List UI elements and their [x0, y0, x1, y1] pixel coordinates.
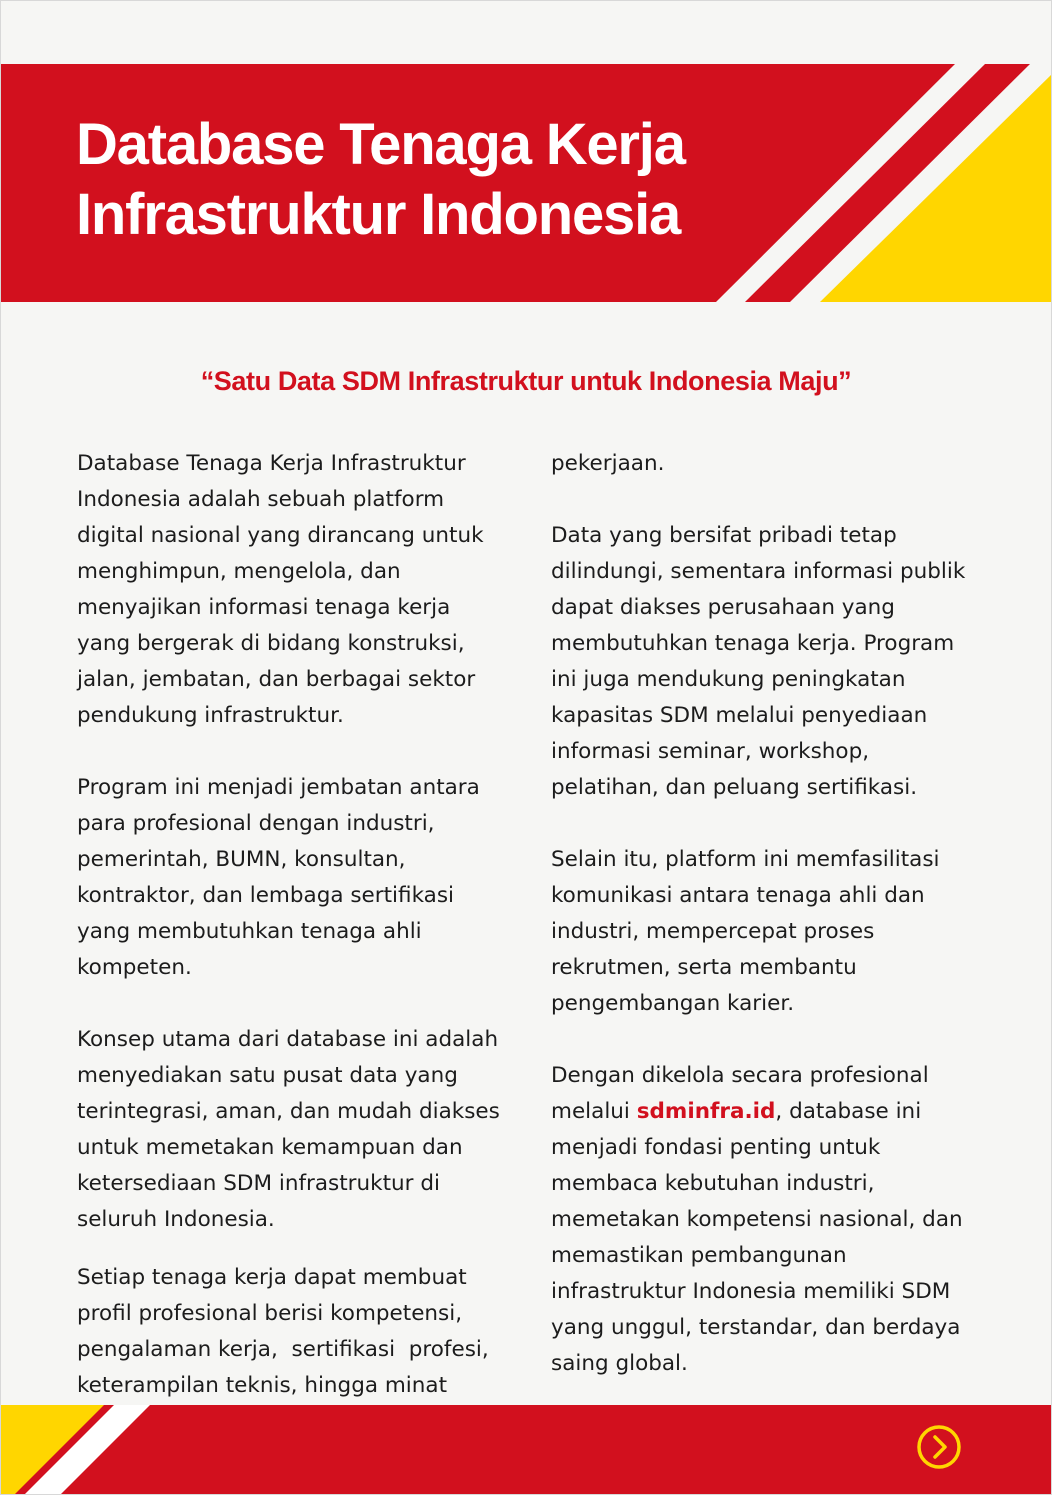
- page-title: [76, 110, 685, 250]
- text-line: dilindungi, sementara informasi publik: [551, 559, 966, 584]
- text-line: Dengan dikelola secara profesional: [551, 1063, 929, 1088]
- text-line: menyajikan informasi tenaga kerja: [77, 595, 451, 620]
- text-line: infrastruktur Indonesia memiliki SDM: [551, 1279, 951, 1304]
- paragraph-intro: [77, 446, 517, 734]
- text-line: pengembangan karier.: [551, 991, 795, 1016]
- footer-banner: [0, 1405, 1052, 1495]
- text-line: menghimpun, mengelola, dan: [77, 559, 401, 584]
- text-line: Setiap tenaga kerja dapat membuat: [77, 1265, 467, 1290]
- text-line: Selain itu, platform ini memfasilitasi: [551, 847, 940, 872]
- paragraph-profile: [77, 1260, 517, 1404]
- text-line: Database Tenaga Kerja Infrastruktur: [77, 451, 466, 476]
- right-column: [551, 446, 991, 1382]
- text-line: membaca kebutuhan industri,: [551, 1171, 875, 1196]
- text-line: menjadi fondasi penting untuk: [551, 1135, 881, 1160]
- chevron-right-circle-icon[interactable]: [916, 1424, 962, 1470]
- tagline: “Satu Data SDM Infrastruktur untuk Indonesia Maju”: [200, 366, 852, 396]
- footer-red-band: [0, 1405, 1052, 1495]
- text-line: para profesional dengan industri,: [77, 811, 435, 836]
- text-line: yang unggul, terstandar, dan berdaya: [551, 1315, 961, 1340]
- paragraph-concept: [77, 1022, 517, 1238]
- text-line: memetakan kompetensi nasional, dan: [551, 1207, 963, 1232]
- text-line: untuk memetakan kemampuan dan: [77, 1135, 463, 1160]
- text-line: pekerjaan.: [551, 451, 665, 476]
- title-line-2: Infrastruktur Indonesia: [76, 182, 681, 247]
- paragraph-profile-continued: [551, 446, 991, 482]
- text-line: komunikasi antara tenaga ahli dan: [551, 883, 925, 908]
- text-line: rekrutmen, serta membantu: [551, 955, 857, 980]
- paragraph-bridge: [77, 770, 517, 986]
- text-line: ketersediaan SDM infrastruktur di: [77, 1171, 440, 1196]
- paragraph-communication: [551, 842, 991, 1022]
- text-line: yang membutuhkan tenaga ahli: [77, 919, 422, 944]
- text-line: ini juga mendukung peningkatan: [551, 667, 906, 692]
- text-line: kapasitas SDM melalui penyediaan: [551, 703, 928, 728]
- text-line: terintegrasi, aman, dan mudah diakses: [77, 1099, 500, 1124]
- sdminfra-link[interactable]: sdminfra.id: [636, 1099, 776, 1124]
- text-line: melalui: [551, 1099, 637, 1124]
- text-line: menyediakan satu pusat data yang: [77, 1063, 458, 1088]
- text-line: Konsep utama dari database ini adalah: [77, 1027, 499, 1052]
- text-line: pelatihan, dan peluang sertifikasi.: [551, 775, 918, 800]
- left-column: [77, 446, 517, 1404]
- text-line: digital nasional yang dirancang untuk: [77, 523, 484, 548]
- text-line: dapat diakses perusahaan yang: [551, 595, 895, 620]
- text-line: jalan, jembatan, dan berbagai sektor: [77, 667, 476, 692]
- text-line: informasi seminar, workshop,: [551, 739, 870, 764]
- text-line: memastikan pembangunan: [551, 1243, 847, 1268]
- paragraph-privacy: [551, 518, 991, 806]
- text-line: Data yang bersifat pribadi tetap: [551, 523, 897, 548]
- text-line: yang bergerak di bidang konstruksi,: [77, 631, 465, 656]
- text-line: seluruh Indonesia.: [77, 1207, 275, 1232]
- text-line: saing global.: [551, 1351, 688, 1376]
- title-line-1: Database Tenaga Kerja: [76, 112, 685, 177]
- text-line: , database ini: [775, 1099, 922, 1124]
- text-line: pemerintah, BUMN, konsultan,: [77, 847, 406, 872]
- text-line: kompeten.: [77, 955, 192, 980]
- text-line: profil profesional berisi kompetensi,: [77, 1301, 463, 1326]
- text-line: kontraktor, dan lembaga sertifikasi: [77, 883, 454, 908]
- text-line: Program ini menjadi jembatan antara: [77, 775, 480, 800]
- paragraph-closing: [551, 1058, 991, 1382]
- text-line: keterampilan teknis, hingga minat: [77, 1373, 448, 1398]
- text-line: pendukung infrastruktur.: [77, 703, 344, 728]
- text-line: industri, mempercepat proses: [551, 919, 875, 944]
- text-line: Indonesia adalah sebuah platform: [77, 487, 445, 512]
- text-line: pengalaman kerja, sertifikasi profesi,: [77, 1337, 489, 1362]
- text-line: membutuhkan tenaga kerja. Program: [551, 631, 955, 656]
